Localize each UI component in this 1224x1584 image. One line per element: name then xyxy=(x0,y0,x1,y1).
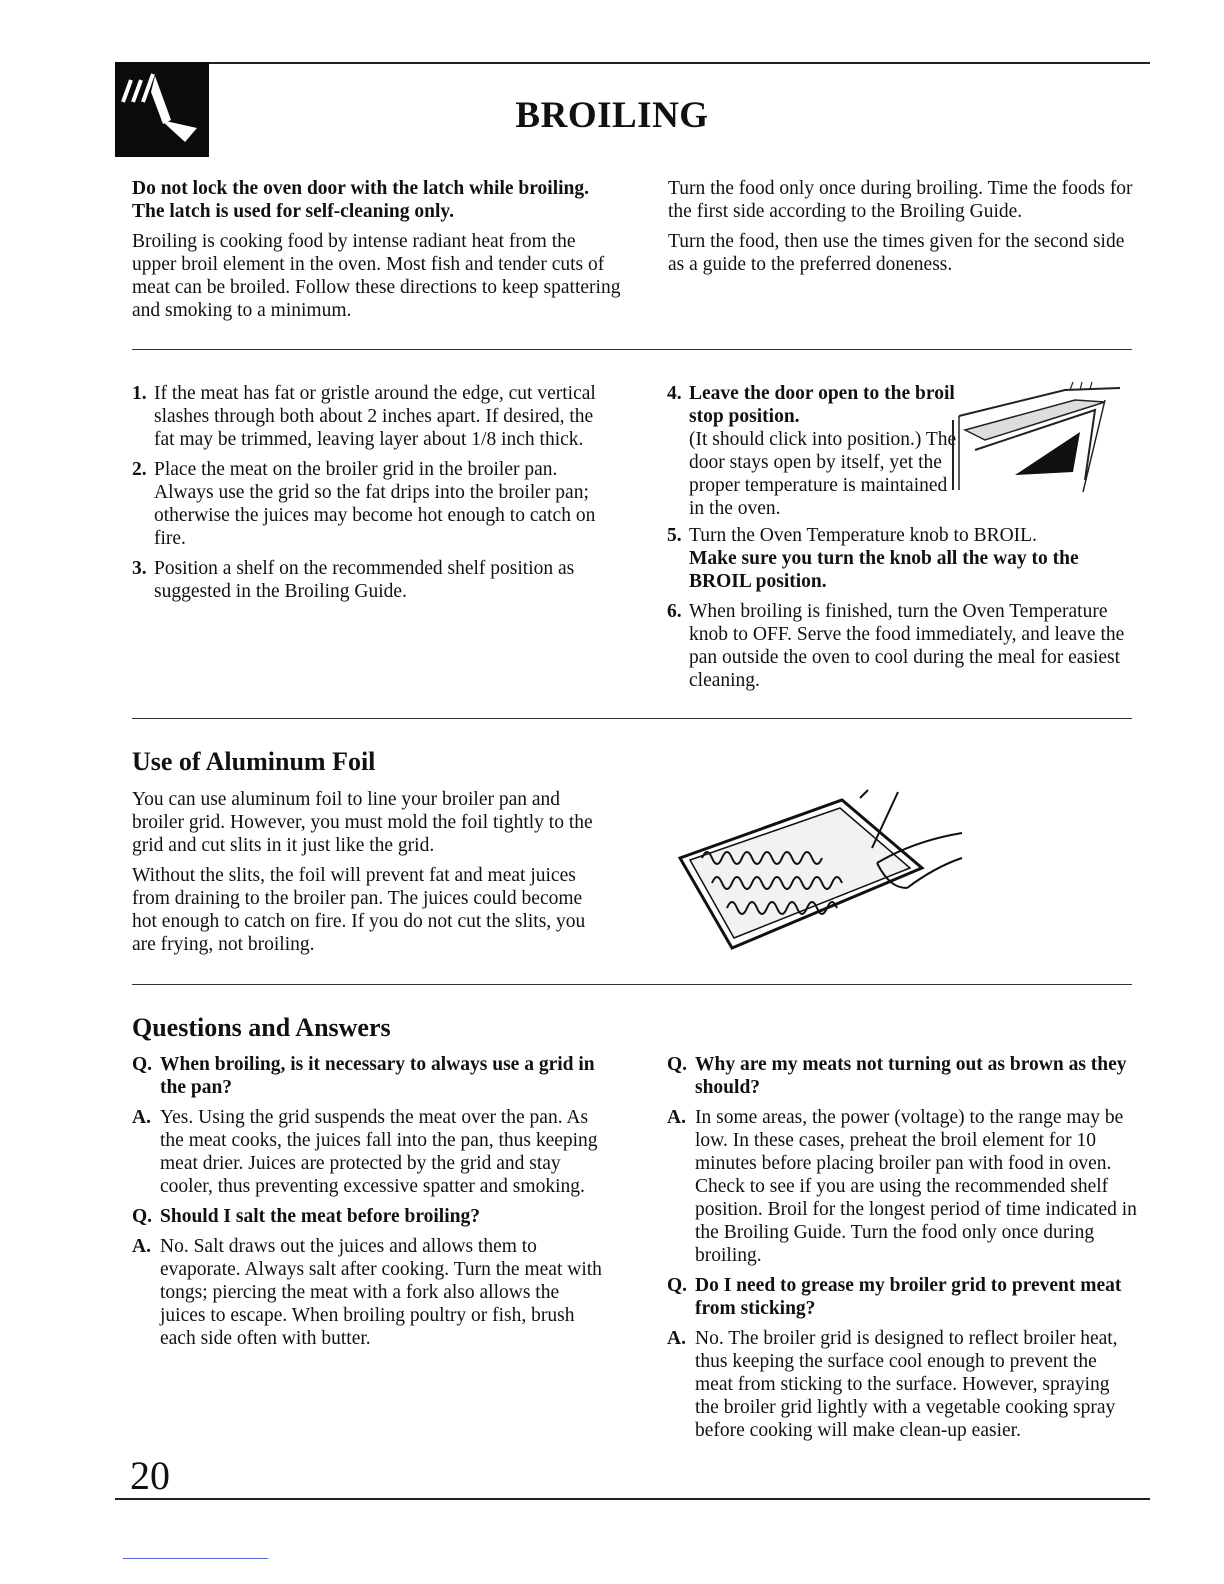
broiler-pan-illustration xyxy=(672,788,972,958)
page-title: BROILING xyxy=(515,95,709,136)
answer-text: In some areas, the power (voltage) to the range may be low. In these cases, preheat the broil element for 10 minutes before placing broiler pan with food in oven. Check to see if you are using the recommended shelf position. Broil for the longest period of time indicated in the Broiling Guide. Turn the food only once during broiling. xyxy=(695,1107,1137,1266)
question-text: When broiling, is it necessary to always use a grid in the pan? xyxy=(160,1054,595,1098)
q-label: Q. xyxy=(667,1275,688,1296)
foil-paragraph: Without the slits, the foil will prevent fat and meat juices from draining to the broiler pan. The juices could become hot enough to catch on fire. If you do not cut the slits, you are frying, not broiling. xyxy=(132,865,586,955)
foil-heading: Use of Aluminum Foil xyxy=(132,747,376,776)
step-item xyxy=(132,557,602,603)
broiling-description: Broiling is cooking food by intense radiant heat from the upper broil element in the oven. Most fish and tender cuts of meat can be broiled. Follow these directions to keep spattering and smoking to a minimum. xyxy=(132,231,621,321)
door-latch-warning: Do not lock the oven door with the latch while broiling. The latch is used for self-cleaning only. xyxy=(132,178,590,222)
step-number: 2. xyxy=(132,459,147,480)
oven-door-illustration xyxy=(945,380,1130,500)
question xyxy=(667,1053,1137,1099)
intro-right xyxy=(668,177,1138,283)
steps-left xyxy=(132,382,602,610)
step-bold-text: Make sure you turn the knob all the way to the BROIL position. xyxy=(689,548,1079,592)
answer-text: No. The broiler grid is designed to reflect broiler heat, thus keeping the surface cool enough to prevent the meat from sticking to the surface. However, spraying the broiler grid lightly with a vegetable cooking spray before cooking will make clean-up easier. xyxy=(695,1328,1118,1441)
question xyxy=(667,1274,1137,1320)
a-label: A. xyxy=(667,1107,686,1128)
step-number: 6. xyxy=(667,601,682,622)
step-number: 4. xyxy=(667,383,682,404)
a-label: A. xyxy=(132,1236,151,1257)
step-item xyxy=(667,600,1137,692)
step-item xyxy=(667,382,959,520)
section-divider xyxy=(132,718,1132,719)
intro-left xyxy=(132,177,622,329)
step-item xyxy=(132,382,602,451)
section-divider xyxy=(132,349,1132,350)
answer-text: No. Salt draws out the juices and allows them to evaporate. Always salt after cooking. Turn the meat with tongs; piercing the meat with a fork also allows the juices to escape. When broiling poultry or fish, brush each side often with butter. xyxy=(160,1236,602,1349)
q-label: Q. xyxy=(132,1054,153,1075)
q-label: Q. xyxy=(667,1054,688,1075)
page-number: 20 xyxy=(130,1453,170,1498)
turn-once-text: Turn the food only once during broiling. Time the foods for the first side according to the Broiling Guide. xyxy=(668,178,1133,222)
question-text: Should I salt the meat before broiling? xyxy=(160,1206,480,1227)
step-number: 5. xyxy=(667,525,682,546)
section-divider xyxy=(132,984,1132,985)
answer xyxy=(132,1235,602,1350)
step-text: (It should click into position.) The door stays open by itself, yet the proper temperature is maintained in the oven. xyxy=(689,429,957,519)
step-item xyxy=(132,458,602,550)
step-item xyxy=(667,524,1137,593)
question xyxy=(132,1205,602,1228)
qa-left xyxy=(132,1053,602,1357)
qa-heading: Questions and Answers xyxy=(132,1013,391,1042)
answer xyxy=(667,1327,1137,1442)
step-text: Position a shelf on the recommended shelf position as suggested in the Broiling Guide. xyxy=(154,558,575,602)
qa-right xyxy=(667,1053,1137,1449)
question-text: Why are my meats not turning out as brown as they should? xyxy=(695,1054,1127,1098)
turn-food-text: Turn the food, then use the times given for the second side as a guide to the preferred doneness. xyxy=(668,231,1125,275)
q-label: Q. xyxy=(132,1206,153,1227)
link-underline xyxy=(123,1558,268,1559)
answer xyxy=(132,1106,602,1198)
bottom-rule xyxy=(115,1498,1150,1500)
a-label: A. xyxy=(667,1328,686,1349)
answer-text: Yes. Using the grid suspends the meat over the pan. As the meat cooks, the juices fall into the pan, thus keeping meat drier. Juices are protected by the grid and stay cooler, thus preventing excessive spatter and smoking. xyxy=(160,1107,598,1197)
question-text: Do I need to grease my broiler grid to prevent meat from sticking? xyxy=(695,1275,1122,1319)
step-text: If the meat has fat or gristle around the edge, cut vertical slashes through both about 2 inches apart. If desired, the fat may be trimmed, leaving layer about 1/8 inch thick. xyxy=(154,383,596,450)
step-number: 3. xyxy=(132,558,147,579)
top-rule xyxy=(115,62,1150,64)
foil-paragraph: You can use aluminum foil to line your broiler pan and broiler grid. However, you must mold the foil tightly to the grid and cut slits in it just like the grid. xyxy=(132,789,593,856)
step-bold-text: Leave the door open to the broil stop position. xyxy=(689,383,955,427)
step-text: When broiling is finished, turn the Oven Temperature knob to OFF. Serve the food immediately, and leave the pan outside the oven to cool during the meal for easiest cleaning. xyxy=(689,601,1125,691)
foil-text xyxy=(132,788,597,963)
step-text: Place the meat on the broiler grid in the broiler pan. Always use the grid so the fat drips into the broiler pan; otherwise the juices may become hot enough to catch on fire. xyxy=(154,459,596,549)
answer xyxy=(667,1106,1137,1267)
step-number: 1. xyxy=(132,383,147,404)
question xyxy=(132,1053,602,1099)
step-text: Turn the Oven Temperature knob to BROIL. xyxy=(689,525,1037,546)
a-label: A. xyxy=(132,1107,151,1128)
